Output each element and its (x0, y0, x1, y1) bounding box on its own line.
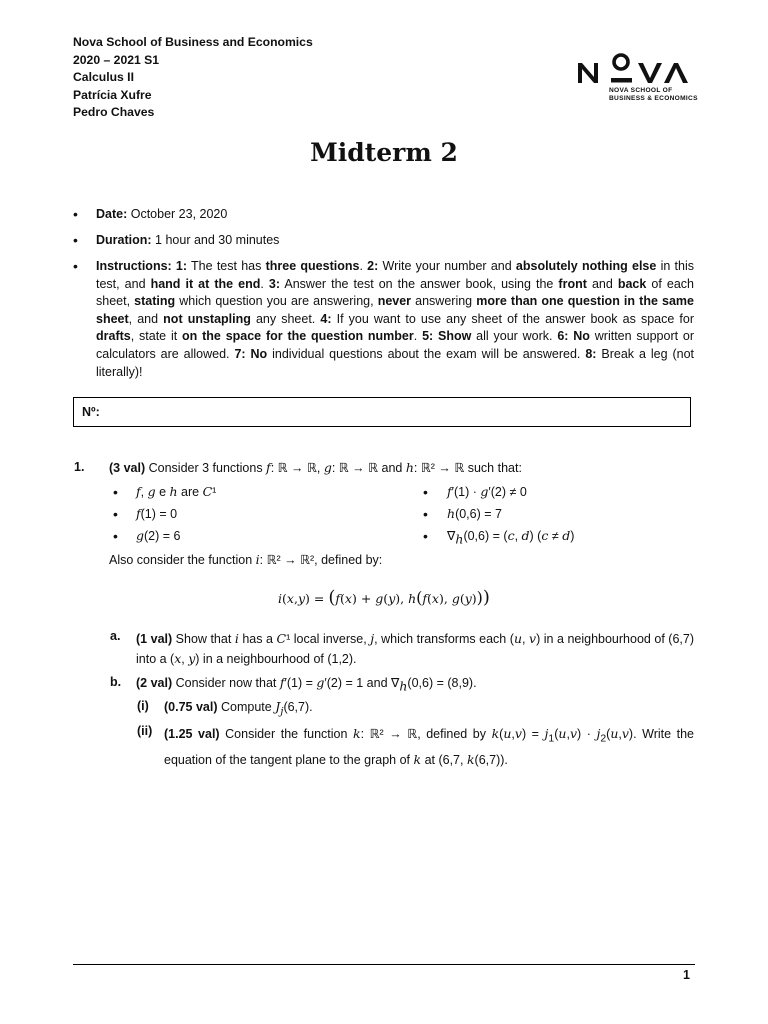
question-intro: (3 val) Consider 3 functions f: ℝ → ℝ, g: ℝ → ℝ and h: ℝ² → ℝ such that: (109, 460, 522, 475)
bullet: • (73, 206, 78, 222)
part-a-text: (1 val) Show that i has a C¹ local inverse, j, which transforms each (u, v) in a neighbourhood of (6,7) into a (x, y) in a neighbourhood of (1,2). (136, 631, 695, 666)
part-b-i-label: (i) (137, 699, 149, 713)
date-value: October 23, 2020 (127, 207, 228, 221)
question-number: 1. (74, 460, 85, 474)
part-b-ii-text: (1.25 val) Consider the function k: ℝ² → ℝ, defined by $k(u,v) = j_1(u,v) \cdot j_2(u,v)$. Write the equation of the tangent plane to the graph of k at (6,7, k(6,7)). (164, 726, 694, 767)
author-2: Pedro Chaves (73, 105, 155, 120)
bullet: • (73, 258, 78, 274)
bullet: • (113, 484, 118, 500)
logo-subtitle: NOVA SCHOOL OF BUSINESS & ECONOMICS (609, 87, 698, 102)
bullet: • (113, 528, 118, 544)
date-label: Date: (96, 207, 128, 221)
academic-year: 2020 – 2021 S1 (73, 52, 160, 67)
course-header (73, 34, 313, 122)
bullet: • (113, 506, 118, 522)
school-name: Nova School of Business and Economics (73, 35, 313, 49)
bullet: • (423, 484, 428, 500)
condition-right-1: f′(1) · g′(2) ≠ 0 (447, 484, 527, 499)
part-b-ii-label: (ii) (137, 724, 153, 738)
number-label: Nº: (82, 405, 100, 419)
bullet: • (73, 232, 78, 248)
student-number-box[interactable] (73, 397, 691, 427)
page-title: Midterm 2 (310, 138, 458, 167)
instructions: Instructions: 1: The test has three questions. 2: Write your number and absolutely nothing else in this test, and hand it at the end. 3: Answer the test on the answer book, using the front and back of each sheet, stating which question you are answering, never answering more than one question in the same sheet, and not unstapling any sheet. 4: If you want to use any sheet of the answer book as space for drafts, state it on the space for the question number. 5: Show all your work. 6: No written support or calculators are allowed. 7: No individual questions about the exam will be answered. 8: Break a leg (not literally)! (96, 259, 695, 379)
condition-left-3: g(2) = 6 (136, 528, 181, 543)
condition-left-2: f(1) = 0 (136, 506, 178, 521)
date-line (96, 206, 694, 224)
part-b-label: b. (110, 675, 122, 689)
duration-value: 1 hour and 30 minutes (151, 233, 280, 247)
part-b-i-text: (0.75 val) Compute $J_j(6,7)$. (164, 699, 313, 718)
course-name: Calculus II (73, 70, 134, 85)
nova-logo-mark (576, 53, 700, 87)
bullet: • (423, 506, 428, 522)
part-a-label: a. (110, 629, 121, 643)
footer-rule (73, 964, 695, 965)
condition-right-2: h(0,6) = 7 (447, 506, 502, 521)
condition-left-1: f, g e h are C¹ (136, 484, 217, 499)
condition-right-3: $\nabla_h(0,6) = (c$, d) (c ≠ d) (447, 528, 575, 547)
function-formula: i(x,y) = (f(x) + g(y), h(f(x), g(y))) (278, 587, 490, 608)
also-consider: Also consider the function i: ℝ² → ℝ², defined by: (109, 552, 383, 567)
bullet: • (423, 528, 428, 544)
author-1: Patrícia Xufre (73, 87, 152, 102)
duration-line (96, 232, 694, 250)
page-number: 1 (683, 968, 690, 982)
nova-logo (576, 53, 700, 105)
duration-label: Duration: (96, 233, 152, 247)
part-b-text: (2 val) Consider now that f′(1) = g′(2) = 1 and $\nabla_h(0,6) = (8,9)$. (136, 675, 477, 694)
